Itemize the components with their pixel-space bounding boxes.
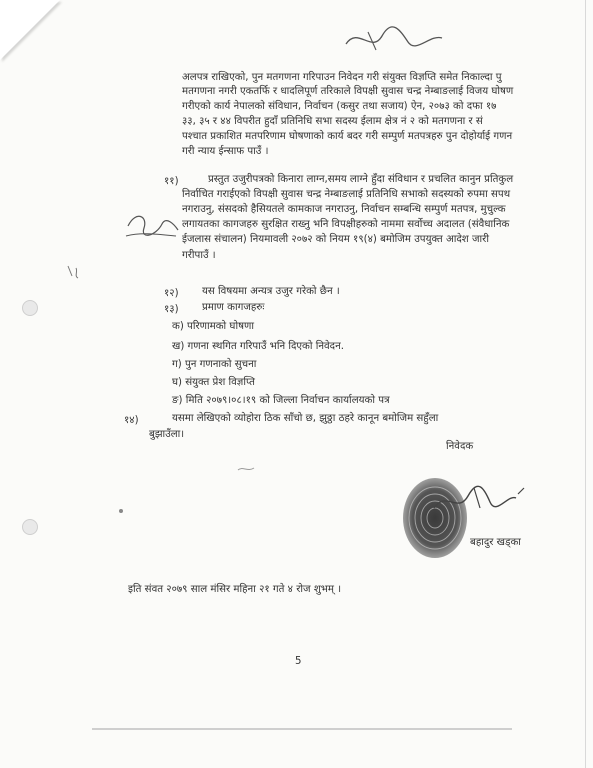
paragraph-line: गरीएको कार्य नेपालको संविधान, निर्वाचन (कसुर तथा सजाय) ऐन, २०७३ को दफा १७: [182, 101, 497, 112]
signature-scribble: [430, 480, 530, 520]
punch-hole: [22, 300, 38, 316]
paragraph-line: मतगणना नगरी एकतर्फि र धादलिपूर्ण तरिकाले विपक्षी सुवास चन्द्र नेम्बाङलाई विजय घोषण: [182, 86, 514, 97]
evidence-item: ग) पुन गणनाको सुचना: [172, 359, 257, 370]
signature-label: निवेदक: [446, 441, 474, 452]
margin-initials: [122, 206, 182, 248]
paragraph-line: यसमा लेखिएको व्योहोरा ठिक साँचो छ, झुठ्ठा ठहरे कानून बमोजिम सहुँला: [172, 413, 439, 424]
footer-rule: [92, 728, 512, 730]
stray-mark: [236, 464, 256, 474]
page-number: 5: [295, 656, 302, 667]
paragraph-line: निर्वाचित गराईएको विपक्षी सुवास चन्द्र नेम्बाङलाई प्रतिनिधि सभाको सदस्यको रुपमा सपथ: [182, 189, 511, 200]
handwritten-mark: [338, 20, 448, 60]
paragraph-line: प्रस्तुत उजुरीपत्रको किनारा लाग्न,समय लाग्ने हुँदा संविधान र प्रचलित कानुन प्रतिकुल: [208, 174, 514, 185]
paragraph-line: पश्चात प्रकाशित मतपरिणाम घोषणाको कार्य बदर गरी सम्पुर्ण मतपत्रहरु पुन दोहोर्याई गणन: [182, 131, 513, 142]
paragraph-line: गरी न्याय ईन्साफ पाउँ ।: [182, 146, 269, 157]
paragraph-line: अलपत्र राखिएको, पुन मतगणना गरिपाउन निवेदन गरी संयुक्त विज्ञप्ति समेत निकाल्दा पु: [182, 72, 502, 83]
paragraph-line: नगराउनु, संसदको हैसियतले कामकाज नगराउनु, निर्वाचन सम्बन्धि सम्पुर्ण मतपत्र, मुचुल्क: [182, 204, 506, 215]
paragraph-number: १४): [124, 415, 139, 426]
date-line: इति संवत २०७९ साल मंसिर महिना २१ गते ४ रोज शुभम् ।: [128, 584, 342, 595]
evidence-item: क) परिणामको घोषणा: [172, 321, 254, 332]
paragraph-number: १२): [164, 288, 179, 299]
paragraph-number: ११): [164, 176, 179, 187]
punch-hole: [22, 519, 38, 535]
paragraph-line: प्रमाण कागजहरुः: [202, 302, 265, 313]
margin-mark: [64, 262, 84, 280]
paragraph-line: ३३, ३५ र ४४ विपरीत हुदाँ प्रतिनिधि सभा सदस्य ईलाम क्षेत्र नं २ को मतगणना र सं: [182, 116, 483, 127]
paragraph-number: १३): [164, 304, 179, 315]
paragraph-line: बुझाउँला।: [149, 429, 185, 440]
evidence-item: ख) गणना स्थगित गरिपाउँ भनि दिएको निवेदन.: [172, 341, 344, 352]
stray-mark: [116, 506, 126, 516]
paragraph-line: गरीपाउँ ।: [182, 250, 216, 261]
evidence-item: घ) संयुक्त प्रेश विज्ञप्ति: [172, 377, 255, 388]
evidence-item: ङ) मिति २०७९।०८।१९ को जिल्ला निर्वाचन कार्यालयको पत्र: [172, 395, 390, 406]
page-edge: [585, 0, 586, 768]
petitioner-name: बहादुर खड्का: [470, 537, 521, 548]
folded-corner: [0, 0, 60, 60]
paragraph-line: लगायतका कागजहरु सुरक्षित राख्नु भनि विपक्षीहरुको नाममा सर्वोच्च अदालत (संवैधानिक: [182, 219, 510, 230]
paragraph-line: यस विषयमा अन्यत्र उजुर गरेको छैन ।: [202, 286, 340, 297]
paragraph-line: ईजलास संचालन) नियमावली २०७२ को नियम १९(४) बमोजिम उपयुक्त आदेश जारी: [182, 234, 489, 245]
